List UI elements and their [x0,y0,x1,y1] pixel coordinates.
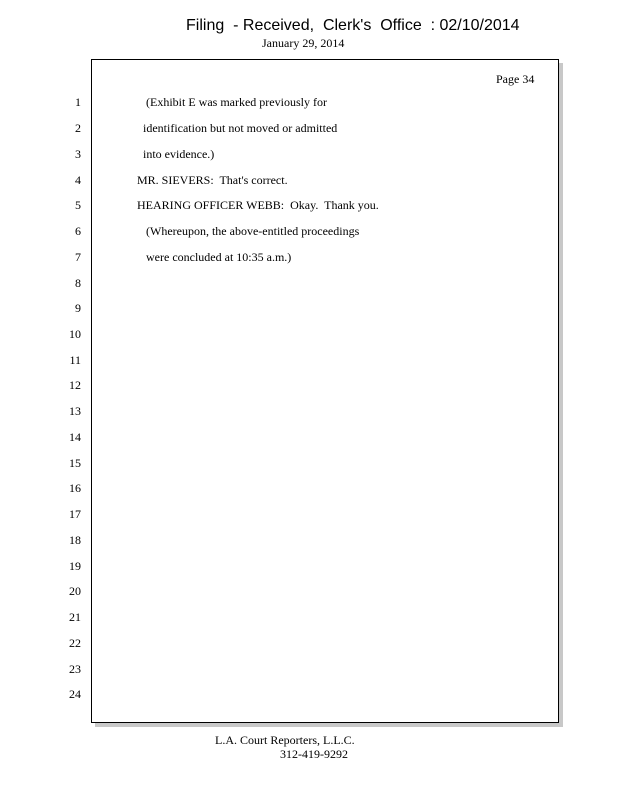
line-number: 23 [69,662,81,676]
footer-company: L.A. Court Reporters, L.L.C. [215,733,355,747]
line-number: 9 [75,301,81,315]
line-number: 12 [69,378,81,392]
footer-phone: 312-419-9292 [280,747,348,761]
transcript-line: identification but not moved or admitted [143,121,338,135]
line-number: 10 [69,327,81,341]
line-number: 8 [75,276,81,290]
line-number: 2 [75,121,81,135]
line-number: 6 [75,224,81,238]
line-number: 7 [75,250,81,264]
transcript-line: were concluded at 10:35 a.m.) [146,250,292,264]
line-number: 16 [69,481,81,495]
line-number: 19 [69,559,81,573]
line-number: 14 [69,430,81,444]
line-number: 15 [69,456,81,470]
transcript-line: (Exhibit E was marked previously for [146,95,327,109]
line-number: 1 [75,95,81,109]
line-number: 11 [69,353,81,367]
line-number: 3 [75,147,81,161]
transcript-line: MR. SIEVERS: That's correct. [137,173,288,187]
line-number: 21 [69,610,81,624]
line-number: 13 [69,404,81,418]
transcript-line: into evidence.) [143,147,215,161]
document-date: January 29, 2014 [262,36,345,50]
filing-stamp: Filing - Received, Clerk's Office : 02/10/2014 [186,17,520,34]
page-number: Page 34 [496,72,535,86]
line-number: 4 [75,173,81,187]
line-number: 18 [69,533,81,547]
line-number: 20 [69,584,81,598]
line-number: 24 [69,687,81,701]
line-number: 5 [75,198,81,212]
transcript-line: HEARING OFFICER WEBB: Okay. Thank you. [137,198,379,212]
line-number: 22 [69,636,81,650]
transcript-line: (Whereupon, the above-entitled proceedings [146,224,360,238]
line-number: 17 [69,507,81,521]
